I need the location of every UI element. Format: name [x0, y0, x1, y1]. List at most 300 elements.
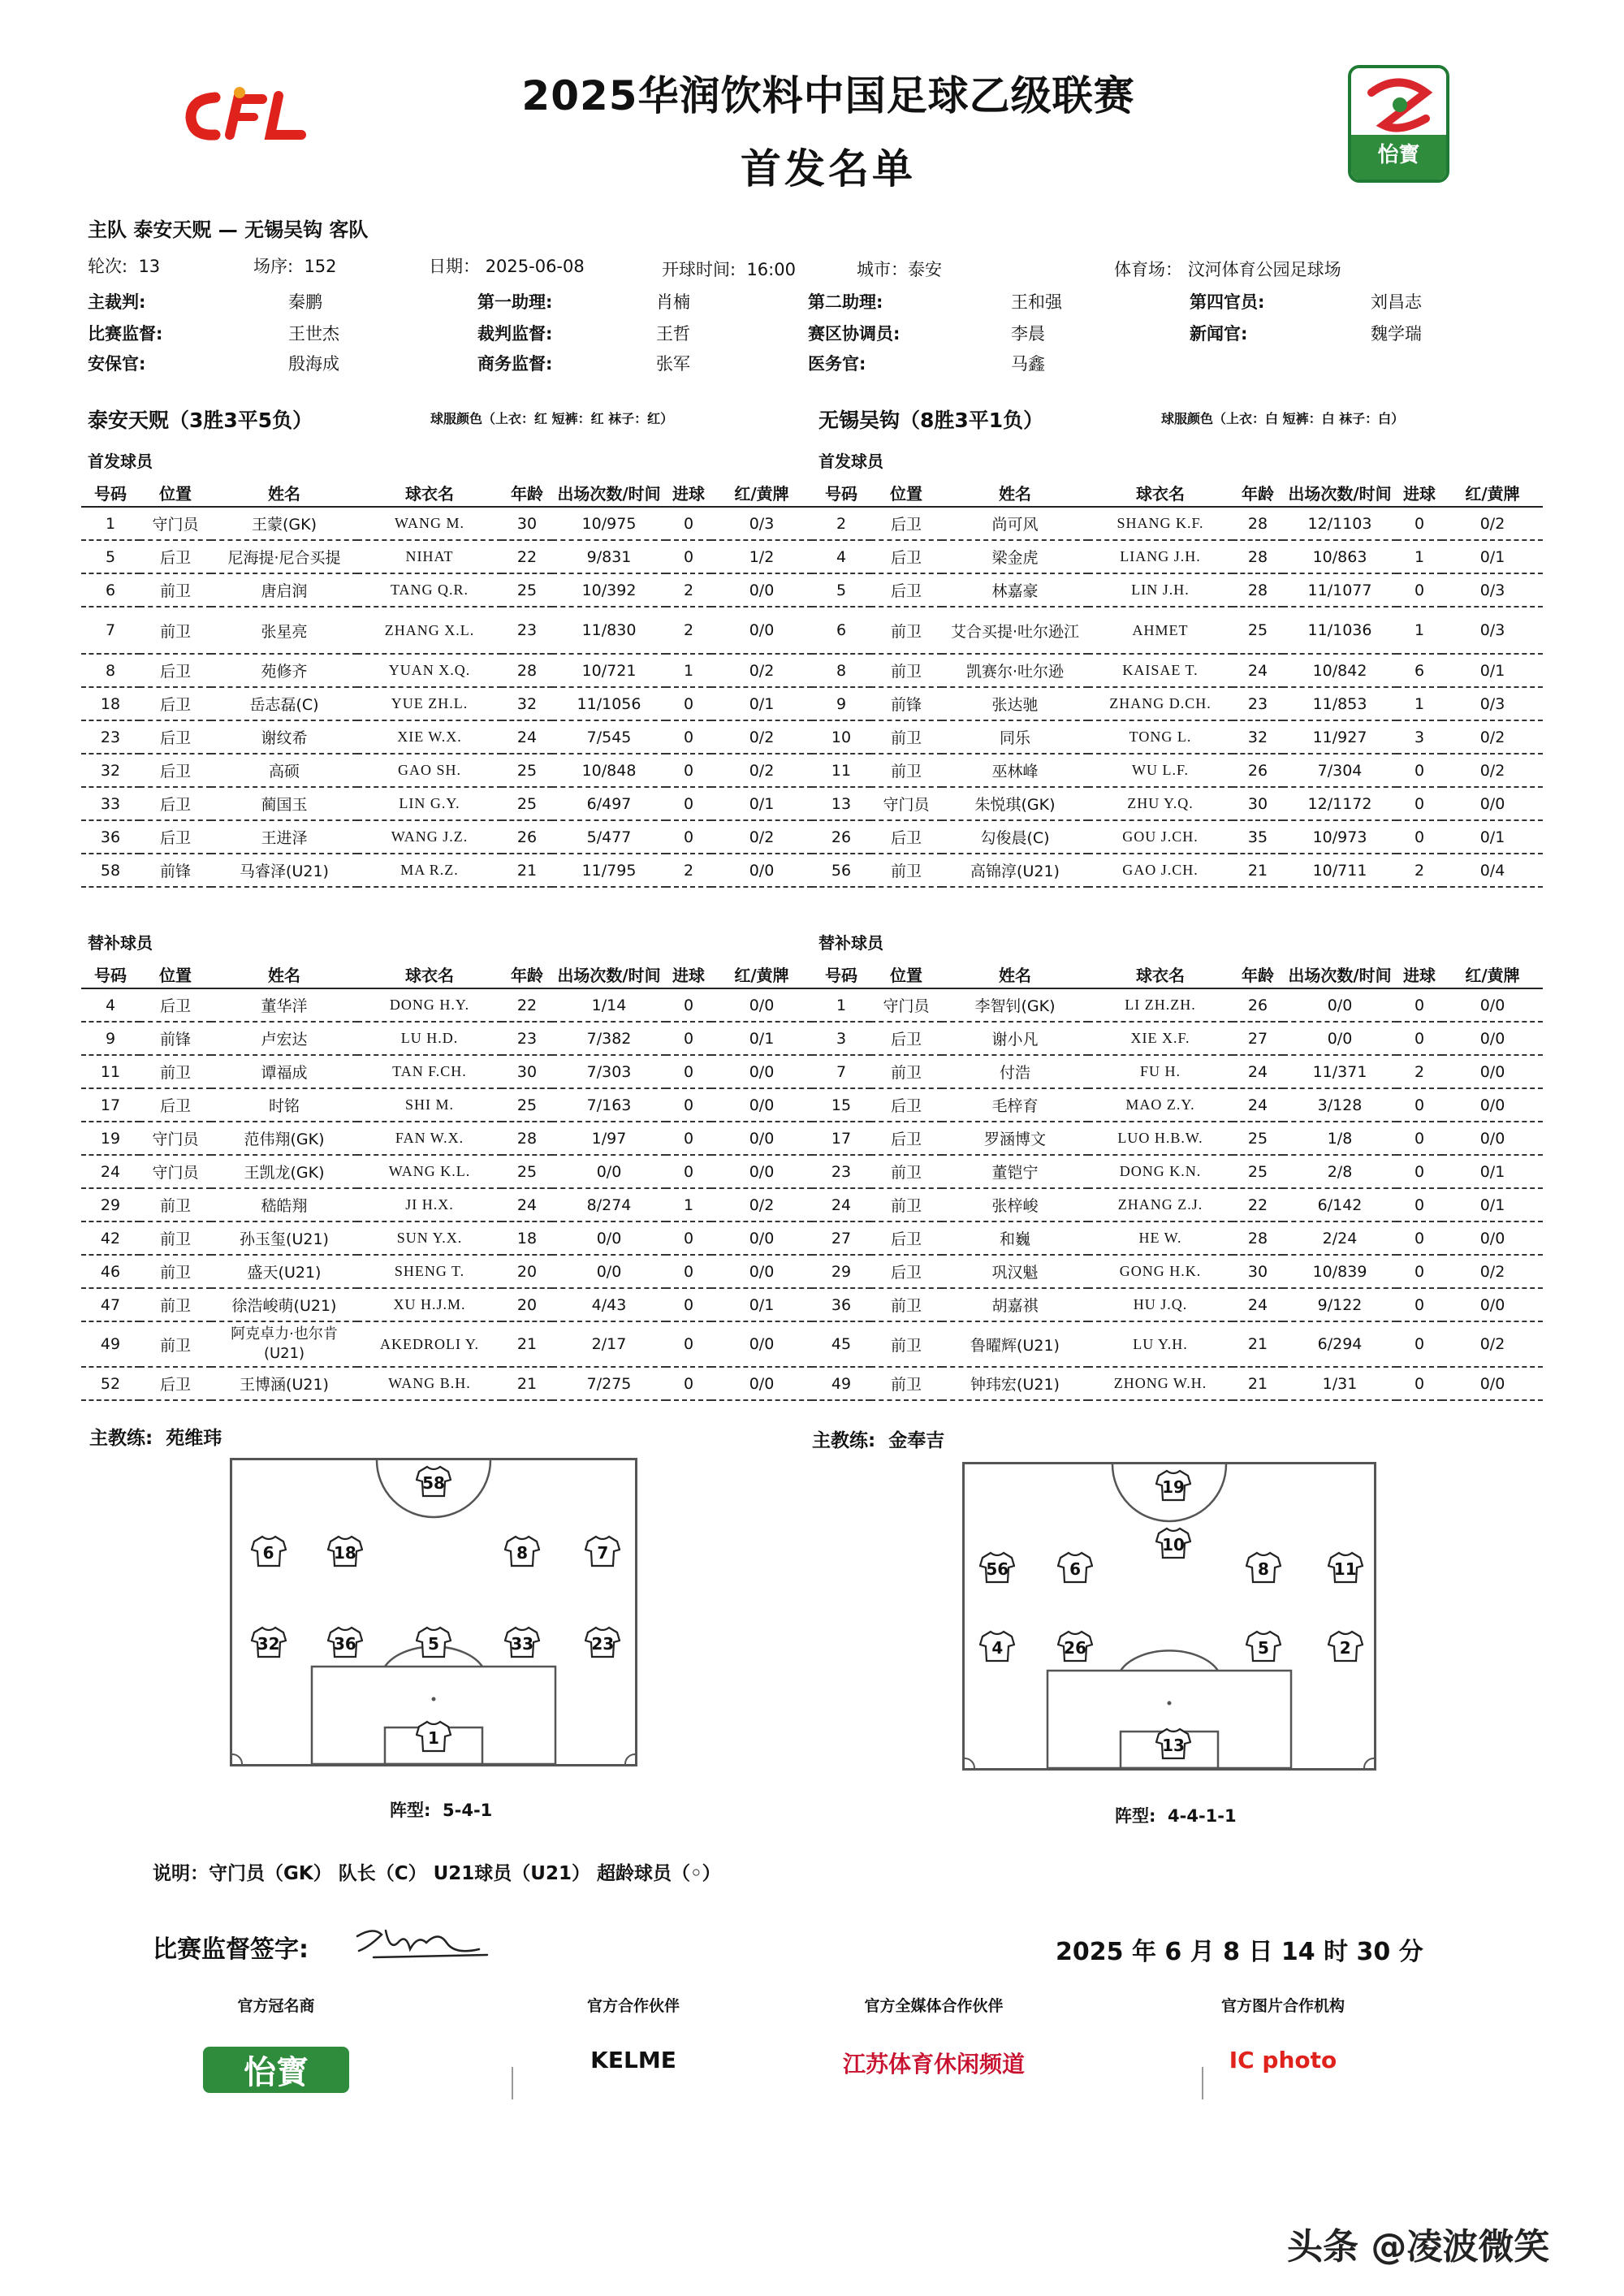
player-number: 17 — [812, 1122, 870, 1155]
player-number: 32 — [81, 754, 140, 787]
player-row — [812, 573, 1543, 607]
shirt-number: 7 — [597, 1543, 609, 1563]
player-goals: 0 — [1397, 1088, 1442, 1122]
shirt-number: 32 — [257, 1634, 280, 1654]
player-shirt-name: JI H.X. — [357, 1188, 502, 1222]
player-goals: 0 — [666, 1288, 711, 1321]
player-position: 后卫 — [140, 820, 211, 854]
player-row — [81, 607, 812, 654]
player-position: 后卫 — [870, 540, 942, 573]
player-apps: 12/1172 — [1283, 787, 1397, 820]
player-apps: 10/848 — [552, 754, 666, 787]
player-number: 1 — [812, 988, 870, 1022]
player-position: 后卫 — [140, 720, 211, 754]
player-age: 23 — [502, 1022, 552, 1055]
player-shirt-name: SUN Y.X. — [357, 1222, 502, 1255]
column-header: 号码 — [812, 961, 870, 988]
player-name: 苑修齐 — [211, 654, 357, 687]
player-cards: 0/0 — [1442, 1055, 1543, 1088]
player-row — [812, 1288, 1543, 1321]
player-age: 25 — [1233, 1155, 1283, 1188]
official-name: 王和强 — [1011, 292, 1062, 312]
player-number: 24 — [81, 1155, 140, 1188]
player-apps: 11/795 — [552, 854, 666, 887]
player-number: 17 — [81, 1088, 140, 1122]
player-shirt-icon — [1057, 1630, 1093, 1663]
player-shirt-name: ZHANG D.CH. — [1088, 687, 1233, 720]
column-header: 出场次数/时间 — [552, 479, 666, 507]
player-cards: 0/1 — [1442, 540, 1543, 573]
player-name: 范伟翔(GK) — [211, 1122, 357, 1155]
player-goals: 0 — [666, 687, 711, 720]
player-row — [812, 507, 1543, 540]
away-subs-heading: 替补球员 — [818, 933, 883, 953]
player-number: 4 — [812, 540, 870, 573]
player-number: 52 — [81, 1367, 140, 1400]
player-position: 守门员 — [140, 1122, 211, 1155]
player-age: 25 — [1233, 1122, 1283, 1155]
player-number: 4 — [81, 988, 140, 1022]
shirt-number: 8 — [516, 1543, 529, 1563]
player-number: 18 — [81, 687, 140, 720]
player-row — [812, 1122, 1543, 1155]
player-cards: 0/3 — [1442, 607, 1543, 654]
shirt-number: 23 — [591, 1634, 615, 1654]
player-name: 谭福成 — [211, 1055, 357, 1088]
player-age: 28 — [1233, 1222, 1283, 1255]
player-cards: 0/1 — [1442, 820, 1543, 854]
player-cards: 0/0 — [1442, 1088, 1543, 1122]
player-number: 9 — [81, 1022, 140, 1055]
shirt-number: 2 — [1339, 1638, 1351, 1658]
player-position: 后卫 — [140, 754, 211, 787]
home-formation-label: 阵型: — [390, 1801, 431, 1820]
column-header: 姓名 — [942, 479, 1088, 507]
player-goals: 2 — [1397, 1055, 1442, 1088]
player-name: 高硕 — [211, 754, 357, 787]
player-number: 8 — [81, 654, 140, 687]
player-position: 后卫 — [140, 787, 211, 820]
player-goals: 1 — [1397, 607, 1442, 654]
player-goals: 0 — [1397, 787, 1442, 820]
player-cards: 0/0 — [711, 607, 812, 654]
player-age: 24 — [1233, 1055, 1283, 1088]
player-goals: 1 — [1397, 687, 1442, 720]
player-cards: 0/2 — [711, 754, 812, 787]
player-apps: 9/831 — [552, 540, 666, 573]
player-position: 后卫 — [870, 820, 942, 854]
player-cards: 0/0 — [711, 854, 812, 887]
player-age: 25 — [1233, 607, 1283, 654]
away-team-name: 无锡吴钩（8胜3平1负） — [818, 409, 1044, 432]
player-name: 王博涵(U21) — [211, 1367, 357, 1400]
player-age: 25 — [502, 787, 552, 820]
official-name: 魏学瑞 — [1371, 324, 1422, 344]
column-header: 号码 — [81, 961, 140, 988]
player-shirt-icon — [504, 1535, 540, 1567]
player-cards: 0/2 — [711, 654, 812, 687]
player-shirt-name: YUAN X.Q. — [357, 654, 502, 687]
player-apps: 1/31 — [1283, 1367, 1397, 1400]
player-name: 罗涵博文 — [942, 1122, 1088, 1155]
home-formation-value: 5-4-1 — [443, 1801, 493, 1820]
player-position: 后卫 — [870, 1255, 942, 1288]
player-name: 马睿泽(U21) — [211, 854, 357, 887]
player-number: 3 — [812, 1022, 870, 1055]
official-name: 肖楠 — [656, 292, 690, 312]
player-name: 岳志磊(C) — [211, 687, 357, 720]
player-number: 13 — [812, 787, 870, 820]
teams-line: 主队 泰安天贶 — 无锡吴钩 客队 — [88, 218, 369, 241]
player-position: 后卫 — [140, 988, 211, 1022]
home-subs-heading: 替补球员 — [88, 933, 153, 953]
official-label: 第二助理: — [808, 292, 883, 312]
player-cards: 0/0 — [1442, 988, 1543, 1022]
player-row — [812, 607, 1543, 654]
player-shirt-icon — [979, 1630, 1015, 1663]
official-label: 第四官员: — [1190, 292, 1265, 312]
home-kit-colors: 球服颜色（上衣：红 短裤：红 袜子：红） — [430, 411, 674, 426]
player-row — [81, 1222, 812, 1255]
player-age: 23 — [502, 607, 552, 654]
player-apps: 11/1036 — [1283, 607, 1397, 654]
venue-label: 体育场： — [1114, 260, 1182, 279]
official-label: 安保官: — [88, 354, 146, 374]
player-shirt-icon — [1246, 1551, 1281, 1584]
player-shirt-icon — [1155, 1527, 1191, 1559]
city-label: 城市： — [857, 260, 908, 279]
player-shirt-name: GOU J.CH. — [1088, 820, 1233, 854]
player-goals: 0 — [1397, 820, 1442, 854]
signature-label: 比赛监督签字: — [153, 1935, 309, 1964]
player-shirt-name: TONG L. — [1088, 720, 1233, 754]
player-number: 49 — [81, 1321, 140, 1367]
player-name: 徐浩峻萌(U21) — [211, 1288, 357, 1321]
player-shirt-name: LIN J.H. — [1088, 573, 1233, 607]
player-position: 前卫 — [870, 1055, 942, 1088]
player-row — [81, 1288, 812, 1321]
player-age: 20 — [502, 1288, 552, 1321]
player-position: 后卫 — [140, 1367, 211, 1400]
player-goals: 0 — [666, 787, 711, 820]
player-age: 32 — [1233, 720, 1283, 754]
player-position: 前卫 — [870, 1288, 942, 1321]
player-age: 30 — [1233, 1255, 1283, 1288]
player-apps: 11/1056 — [552, 687, 666, 720]
home-team-name: 泰安天贶（3胜3平5负） — [88, 409, 313, 432]
player-shirt-name: WANG J.Z. — [357, 820, 502, 854]
table-header-row — [812, 479, 1543, 507]
player-position: 前锋 — [870, 687, 942, 720]
player-apps: 10/392 — [552, 573, 666, 607]
column-header: 进球 — [666, 479, 711, 507]
player-number: 7 — [812, 1055, 870, 1088]
player-name: 朱悦琪(GK) — [942, 787, 1088, 820]
page-subtitle: 首发名单 — [741, 145, 916, 192]
shirt-number: 4 — [991, 1638, 1004, 1658]
column-header: 进球 — [1397, 479, 1442, 507]
official-name: 刘昌志 — [1371, 292, 1422, 312]
player-row — [812, 1321, 1543, 1367]
player-row — [81, 854, 812, 887]
player-goals: 0 — [666, 540, 711, 573]
player-goals: 2 — [666, 607, 711, 654]
player-number: 47 — [81, 1288, 140, 1321]
player-goals: 1 — [1397, 540, 1442, 573]
player-goals: 0 — [1397, 754, 1442, 787]
player-shirt-name: GONG H.K. — [1088, 1255, 1233, 1288]
player-goals: 0 — [1397, 1367, 1442, 1400]
player-goals: 0 — [666, 1122, 711, 1155]
player-position: 前卫 — [870, 1367, 942, 1400]
player-apps: 9/122 — [1283, 1288, 1397, 1321]
player-goals: 2 — [666, 573, 711, 607]
official-label: 裁判监督: — [477, 324, 553, 344]
player-age: 28 — [502, 1122, 552, 1155]
player-goals: 0 — [666, 754, 711, 787]
player-shirt-name: SHI M. — [357, 1088, 502, 1122]
player-apps: 6/497 — [552, 787, 666, 820]
player-age: 28 — [1233, 540, 1283, 573]
player-apps: 10/711 — [1283, 854, 1397, 887]
official-label: 医务官: — [808, 354, 866, 374]
column-header: 位置 — [870, 961, 942, 988]
player-goals: 0 — [666, 1367, 711, 1400]
player-shirt-name: XIE W.X. — [357, 720, 502, 754]
player-position: 守门员 — [140, 507, 211, 540]
player-goals: 0 — [666, 507, 711, 540]
player-age: 23 — [1233, 687, 1283, 720]
player-shirt-icon — [1057, 1551, 1093, 1584]
player-number: 10 — [812, 720, 870, 754]
away-coach-name: 金奉吉 — [888, 1430, 945, 1451]
shirt-number: 10 — [1162, 1535, 1185, 1555]
player-name: 和巍 — [942, 1222, 1088, 1255]
player-position: 守门员 — [870, 787, 942, 820]
player-goals: 0 — [1397, 1222, 1442, 1255]
player-age: 20 — [502, 1255, 552, 1288]
player-apps: 2/24 — [1283, 1222, 1397, 1255]
player-shirt-icon — [416, 1626, 451, 1658]
player-row — [812, 687, 1543, 720]
player-apps: 1/8 — [1283, 1122, 1397, 1155]
player-name: 唐启润 — [211, 573, 357, 607]
player-cards: 0/1 — [1442, 1188, 1543, 1222]
player-cards: 0/2 — [1442, 1255, 1543, 1288]
player-age: 22 — [502, 988, 552, 1022]
player-shirt-name: WANG B.H. — [357, 1367, 502, 1400]
player-cards: 0/0 — [1442, 1367, 1543, 1400]
player-apps: 10/839 — [1283, 1255, 1397, 1288]
player-age: 25 — [502, 1155, 552, 1188]
player-row — [81, 507, 812, 540]
player-number: 29 — [81, 1188, 140, 1222]
player-row — [812, 854, 1543, 887]
player-row — [812, 1155, 1543, 1188]
player-apps: 11/371 — [1283, 1055, 1397, 1088]
player-shirt-icon — [251, 1535, 287, 1567]
column-header: 红/黄牌 — [711, 961, 812, 988]
player-goals: 0 — [666, 1055, 711, 1088]
player-number: 6 — [812, 607, 870, 654]
shirt-number: 36 — [333, 1634, 356, 1654]
player-cards: 0/2 — [711, 820, 812, 854]
player-name: 张星亮 — [211, 607, 357, 654]
player-name: 胡嘉祺 — [942, 1288, 1088, 1321]
player-cards: 0/3 — [1442, 687, 1543, 720]
column-header: 年龄 — [502, 479, 552, 507]
city-value: 泰安 — [908, 260, 942, 279]
player-position: 后卫 — [870, 507, 942, 540]
player-name: 孙玉玺(U21) — [211, 1222, 357, 1255]
player-row — [812, 1088, 1543, 1122]
shirt-number: 19 — [1162, 1477, 1185, 1498]
seq-label: 场序: — [253, 257, 294, 276]
page-title: 2025华润饮料中国足球乙级联赛 — [521, 72, 1135, 119]
player-age: 21 — [1233, 1321, 1283, 1367]
player-number: 58 — [81, 854, 140, 887]
player-row — [81, 720, 812, 754]
player-shirt-icon — [327, 1626, 363, 1658]
column-header: 年龄 — [502, 961, 552, 988]
player-cards: 0/3 — [1442, 573, 1543, 607]
player-row — [81, 787, 812, 820]
player-row — [812, 1367, 1543, 1400]
shirt-number: 5 — [428, 1634, 439, 1654]
player-shirt-icon — [327, 1535, 363, 1567]
player-apps: 8/274 — [552, 1188, 666, 1222]
player-age: 21 — [502, 854, 552, 887]
player-row — [81, 1321, 812, 1367]
player-shirt-name: YUE ZH.L. — [357, 687, 502, 720]
player-age: 21 — [1233, 1367, 1283, 1400]
player-position: 后卫 — [870, 1022, 942, 1055]
player-age: 22 — [502, 540, 552, 573]
player-shirt-name: FAN W.X. — [357, 1122, 502, 1155]
home-starters-heading: 首发球员 — [88, 452, 153, 471]
player-shirt-name: ZHU Y.Q. — [1088, 787, 1233, 820]
player-goals: 0 — [1397, 1321, 1442, 1367]
player-name: 张梓峻 — [942, 1188, 1088, 1222]
shirt-number: 1 — [428, 1728, 439, 1749]
player-row — [812, 1222, 1543, 1255]
player-goals: 0 — [666, 1022, 711, 1055]
player-shirt-name: GAO J.CH. — [1088, 854, 1233, 887]
player-age: 27 — [1233, 1022, 1283, 1055]
player-row — [812, 654, 1543, 687]
column-header: 红/黄牌 — [711, 479, 812, 507]
player-apps: 4/43 — [552, 1288, 666, 1321]
player-shirt-icon — [416, 1720, 451, 1753]
player-row — [812, 540, 1543, 573]
player-shirt-icon — [585, 1626, 620, 1658]
column-header: 位置 — [140, 479, 211, 507]
table-header-row — [81, 961, 812, 988]
player-row — [81, 1122, 812, 1155]
player-number: 1 — [81, 507, 140, 540]
player-shirt-icon — [251, 1626, 287, 1658]
player-row — [81, 573, 812, 607]
player-cards: 0/2 — [1442, 754, 1543, 787]
player-shirt-icon — [1155, 1469, 1191, 1502]
kickoff-label: 开球时间: — [662, 260, 736, 279]
player-row — [81, 1055, 812, 1088]
player-row — [812, 754, 1543, 787]
player-cards: 0/0 — [711, 1088, 812, 1122]
player-row — [81, 1255, 812, 1288]
player-age: 24 — [1233, 654, 1283, 687]
player-cards: 0/0 — [711, 1155, 812, 1188]
shirt-number: 8 — [1257, 1559, 1269, 1580]
player-position: 前卫 — [140, 1288, 211, 1321]
player-goals: 0 — [1397, 1122, 1442, 1155]
player-apps: 7/163 — [552, 1088, 666, 1122]
shirt-number: 58 — [422, 1473, 445, 1494]
column-header: 位置 — [140, 961, 211, 988]
player-cards: 0/0 — [711, 988, 812, 1022]
player-name: 王蒙(GK) — [211, 507, 357, 540]
sponsor-title: 官方冠名商 — [237, 1997, 315, 2015]
player-number: 36 — [812, 1288, 870, 1321]
sponsor-title: 官方全媒体合作伙伴 — [864, 1997, 1004, 2015]
player-goals: 0 — [1397, 1188, 1442, 1222]
player-shirt-name: LIANG J.H. — [1088, 540, 1233, 573]
home-formation-pitch — [230, 1458, 637, 1766]
player-name: 蔺国玉 — [211, 787, 357, 820]
player-age: 30 — [502, 507, 552, 540]
player-row — [81, 1022, 812, 1055]
player-shirt-name: DONG H.Y. — [357, 988, 502, 1022]
table-header-row — [81, 479, 812, 507]
player-cards: 0/0 — [711, 1122, 812, 1155]
player-age: 32 — [502, 687, 552, 720]
column-header: 球衣名 — [357, 961, 502, 988]
player-shirt-name: TAN F.CH. — [357, 1055, 502, 1088]
player-name: 付浩 — [942, 1055, 1088, 1088]
player-row — [81, 1188, 812, 1222]
player-shirt-icon — [1155, 1727, 1191, 1760]
player-apps: 11/830 — [552, 607, 666, 654]
away-kit-colors: 球服颜色（上衣：白 短裤：白 袜子：白） — [1161, 411, 1405, 426]
player-name: 梁金虎 — [942, 540, 1088, 573]
player-row — [812, 988, 1543, 1022]
player-cards: 0/1 — [711, 787, 812, 820]
player-goals: 1 — [666, 1188, 711, 1222]
player-age: 26 — [1233, 988, 1283, 1022]
player-shirt-icon — [1246, 1630, 1281, 1663]
player-apps: 0/0 — [1283, 988, 1397, 1022]
player-apps: 1/97 — [552, 1122, 666, 1155]
shirt-number: 33 — [511, 1634, 534, 1654]
player-row — [81, 1088, 812, 1122]
player-goals: 0 — [666, 1222, 711, 1255]
player-cards: 0/0 — [711, 1367, 812, 1400]
player-age: 21 — [1233, 854, 1283, 887]
player-goals: 6 — [1397, 654, 1442, 687]
player-row — [81, 654, 812, 687]
player-cards: 0/1 — [711, 687, 812, 720]
player-position: 前锋 — [140, 854, 211, 887]
official-label: 主裁判: — [88, 292, 146, 312]
column-header: 球衣名 — [357, 479, 502, 507]
column-header: 出场次数/时间 — [1283, 479, 1397, 507]
official-name: 马鑫 — [1011, 354, 1045, 374]
player-goals: 0 — [666, 820, 711, 854]
player-name: 高锦淳(U21) — [942, 854, 1088, 887]
player-apps: 10/863 — [1283, 540, 1397, 573]
player-apps: 6/142 — [1283, 1188, 1397, 1222]
player-name: 王凯龙(GK) — [211, 1155, 357, 1188]
